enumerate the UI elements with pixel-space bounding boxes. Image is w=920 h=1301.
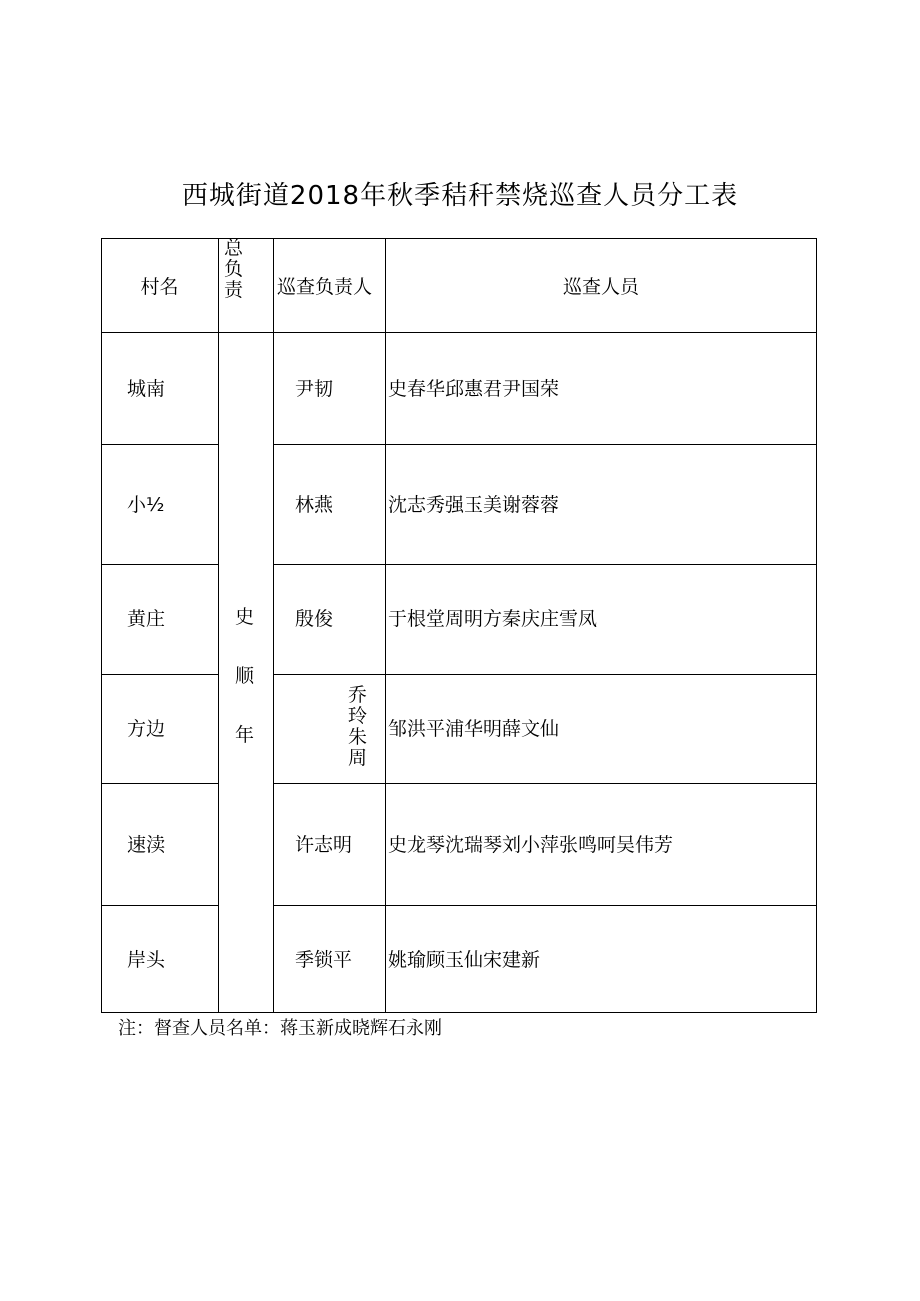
row-4-leader: 乔玲朱周	[348, 684, 368, 769]
row-divider-5b	[273, 905, 816, 906]
row-1-staff: 史春华邱惠君尹国荣	[388, 378, 560, 400]
row-divider-1a	[102, 444, 218, 445]
row-divider-2a	[102, 564, 218, 565]
col-divider-3	[385, 239, 386, 1012]
row-2-staff: 沈志秀强玉美谢蓉蓉	[388, 494, 560, 516]
row-5-staff: 史龙琴沈瑞琴刘小萍张鸣呵吴伟芳	[388, 834, 674, 856]
row-6-staff: 姚瑜顾玉仙宋建新	[388, 949, 541, 971]
footnote: 注：督查人员名单：蒋玉新成晓辉石永刚	[118, 1018, 442, 1039]
row-divider-1b	[273, 444, 816, 445]
row-5-leader: 许志明	[295, 834, 353, 856]
row-6-village: 岸头	[127, 949, 166, 971]
row-1-village: 城南	[127, 378, 166, 400]
chief-name: 史顺年	[235, 606, 255, 746]
row-2-leader: 林燕	[295, 494, 334, 516]
row-1-leader: 尹韧	[295, 378, 334, 400]
row-divider-4b	[273, 783, 816, 784]
row-4-staff: 邹洪平浦华明薛文仙	[388, 718, 560, 740]
row-divider-4a	[102, 783, 218, 784]
header-chief: 总负责	[224, 237, 244, 301]
row-divider-2b	[273, 564, 816, 565]
col-divider-1	[218, 239, 219, 1012]
row-divider-3a	[102, 674, 218, 675]
row-3-leader: 殷俊	[295, 608, 334, 630]
row-4-village: 方边	[127, 718, 166, 740]
header-leader: 巡查负责人	[277, 276, 373, 298]
row-3-staff: 于根堂周明方秦庆庄雪凤	[388, 608, 598, 630]
row-divider-5a	[102, 905, 218, 906]
col-divider-2	[273, 239, 274, 1012]
header-staff: 巡查人员	[562, 276, 639, 298]
page-title: 西城街道2018年秋季秸秆禁烧巡查人员分工表	[181, 181, 739, 211]
row-6-leader: 季锁平	[295, 949, 353, 971]
row-divider-header	[102, 332, 816, 333]
row-5-village: 速渎	[127, 834, 166, 856]
row-divider-3b	[273, 674, 816, 675]
row-3-village: 黄庄	[127, 608, 166, 630]
row-2-village: 小½	[127, 494, 165, 516]
header-village: 村名	[140, 276, 179, 298]
